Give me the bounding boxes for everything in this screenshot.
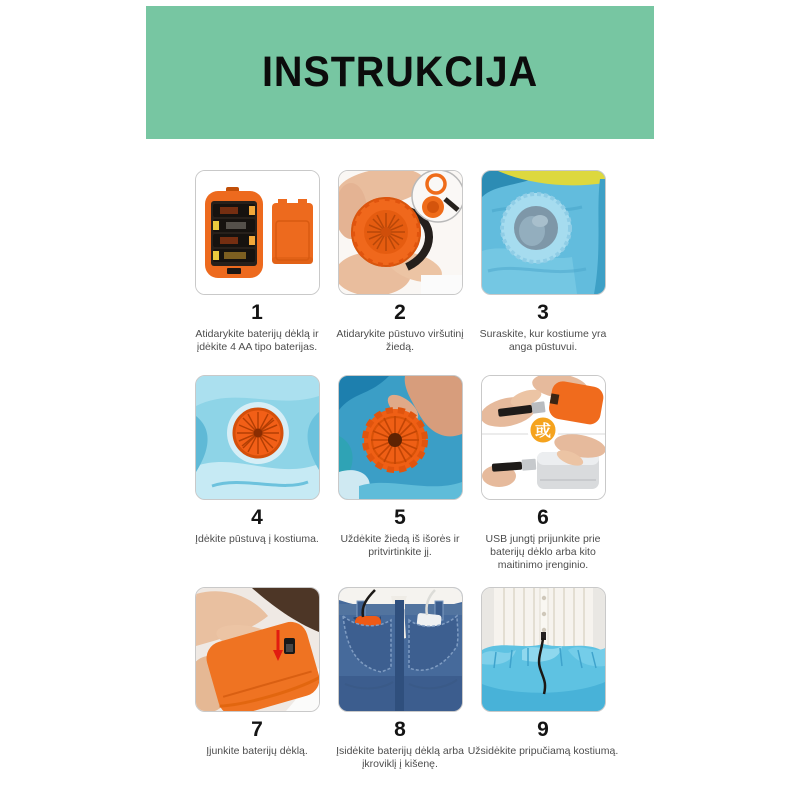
pocket-illustration bbox=[339, 588, 462, 711]
step-number: 1 bbox=[251, 301, 263, 324]
step-7-image bbox=[195, 587, 320, 712]
step-number: 6 bbox=[537, 506, 549, 529]
power-switch-illustration bbox=[196, 588, 319, 711]
step-8-image bbox=[338, 587, 463, 712]
step-1-image bbox=[195, 170, 320, 295]
step-5 bbox=[329, 375, 472, 587]
or-badge-character: 或 bbox=[534, 423, 551, 440]
step-6-image bbox=[481, 375, 606, 500]
step-caption: Atidarykite pūstuvo viršutinį žiedą. bbox=[336, 328, 464, 353]
step-8 bbox=[329, 587, 472, 800]
step-caption: Įsidėkite baterijų dėklą arba įkroviklį į kišenę. bbox=[336, 745, 464, 770]
step-5-image bbox=[338, 375, 463, 500]
step-number: 5 bbox=[394, 506, 406, 529]
step-3 bbox=[472, 170, 615, 375]
wear-costume-illustration bbox=[482, 588, 605, 711]
step-2 bbox=[329, 170, 472, 375]
costume-opening-illustration bbox=[482, 171, 605, 294]
step-2-image bbox=[338, 170, 463, 295]
attach-ring-illustration bbox=[339, 376, 462, 499]
step-9 bbox=[467, 587, 619, 800]
step-caption: Uždėkite žiedą iš išorės ir pritvirtinkite jį. bbox=[340, 533, 460, 558]
step-number: 7 bbox=[251, 718, 263, 741]
header-banner bbox=[146, 6, 654, 139]
step-9-image bbox=[481, 587, 606, 712]
step-caption: Užsidėkite pripučiamą kostiumą. bbox=[467, 745, 619, 757]
step-caption: Įdėkite pūstuvą į kostiuma. bbox=[195, 533, 319, 545]
battery-tray-open-illustration bbox=[196, 171, 319, 294]
step-number: 9 bbox=[537, 718, 549, 741]
step-caption: Atidarykite baterijų dėklą ir įdėkite 4 AA tipo baterijas. bbox=[195, 328, 319, 353]
step-caption: Suraskite, kur kostiume yra anga pūstuvui. bbox=[479, 328, 607, 353]
page-title: INSTRUKCIJA bbox=[261, 48, 539, 96]
step-number: 3 bbox=[537, 301, 549, 324]
step-caption: USB jungtį prijunkite prie baterijų dėklo arba kito maitinimo įrenginio. bbox=[485, 533, 601, 571]
step-4-image bbox=[195, 375, 320, 500]
step-4 bbox=[186, 375, 329, 587]
fan-in-costume-illustration bbox=[196, 376, 319, 499]
usb-connect-illustration bbox=[482, 376, 605, 499]
blower-top-ring-illustration bbox=[339, 171, 462, 294]
step-number: 8 bbox=[394, 718, 406, 741]
step-3-image bbox=[481, 170, 606, 295]
steps-grid bbox=[0, 170, 800, 800]
step-number: 4 bbox=[251, 506, 263, 529]
step-number: 2 bbox=[394, 301, 406, 324]
step-7 bbox=[186, 587, 329, 800]
step-caption: Įjunkite baterijų dėklą. bbox=[206, 745, 308, 757]
step-6 bbox=[472, 375, 615, 587]
step-1 bbox=[186, 170, 329, 375]
